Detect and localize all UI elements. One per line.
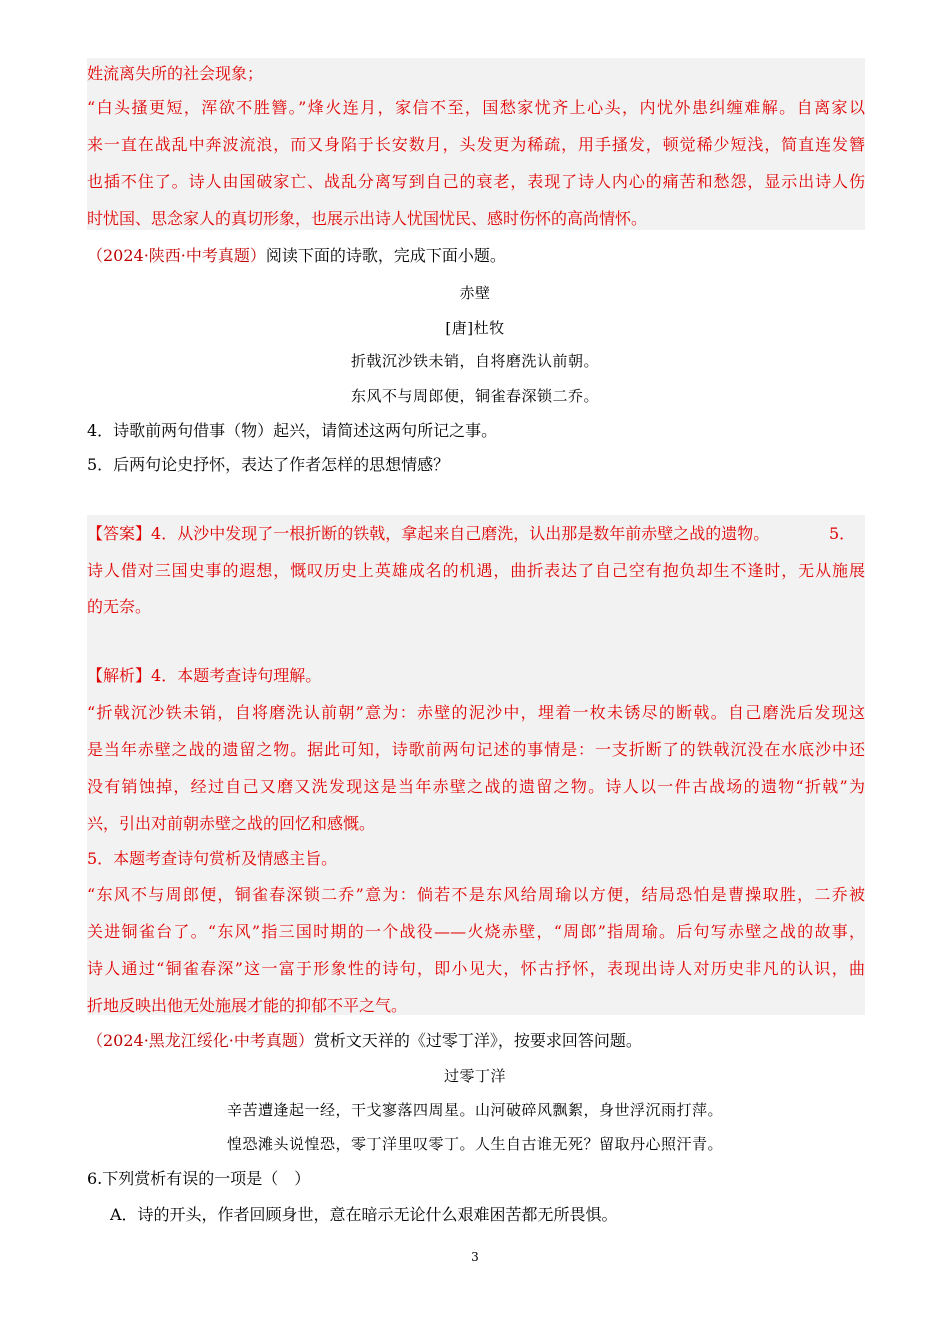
analysis-line: 是当年赤壁之战的遗留之物。据此可知，诗歌前两句记述的事情是：一支折断了的铁戟沉没在水底沙中还: [87, 740, 865, 759]
question-intro: [87, 1031, 865, 1051]
analysis-text: 4．本题考查诗句理解。: [151, 666, 322, 685]
analysis-line: [87, 666, 865, 686]
question-intro: [87, 246, 865, 266]
poem-title: 赤壁: [459, 284, 491, 302]
poem-author: [唐]杜牧: [445, 319, 505, 337]
answer-text: 4．从沙中发现了一根折断的铁戟，拿起来自己磨洗，认出那是数年前赤壁之战的遗物。: [151, 524, 770, 543]
analysis-line: “东风不与周郎便，铜雀春深锁二乔”意为：倘若不是东风给周瑜以方便，结局恐怕是曹操取胜，二乔被: [87, 885, 865, 904]
option-a: A．诗的开头，作者回顾身世，意在暗示无论什么艰难困苦都无所畏惧。: [110, 1205, 618, 1224]
answer-line: 来一直在战乱中奔波流浪，而又身陷于长安数月，头发更为稀疏，用手搔发，顿觉稀少短浅，简直连发簪: [87, 135, 865, 154]
source-tag: （2024·陕西·中考真题）: [87, 246, 266, 265]
answer-label: 【答案】: [87, 524, 152, 543]
poem-line: 折戟沉沙铁未销，自将磨洗认前朝。: [350, 352, 599, 370]
poem-line: 辛苦遭逢起一经，干戈寥落四周星。山河破碎风飘絮，身世浮沉雨打萍。: [226, 1101, 723, 1119]
analysis-line: 关进铜雀台了。“东风”指三国时期的一个战役——火烧赤壁，“周郎”指周瑜。后句写赤壁之战的故事，: [87, 922, 865, 941]
page-number: 3: [471, 1250, 479, 1264]
analysis-line: “折戟沉沙铁未销，自将磨洗认前朝”意为：赤壁的泥沙中，埋着一枚未锈尽的断戟。自己磨洗后发现这: [87, 703, 865, 722]
answer-line: 时忧国、思念家人的真切形象，也展示出诗人忧国忧民、感时伤怀的高尚情怀。: [87, 209, 648, 228]
answer-text-tail: 5．: [829, 524, 856, 543]
answer-line: 姓流离失所的社会现象；: [87, 64, 264, 83]
poem-line: 惶恐滩头说惶恐，零丁洋里叹零丁。人生自古谁无死？留取丹心照汗青。: [226, 1135, 723, 1153]
answer-line: 的无奈。: [87, 597, 152, 616]
question-5: 5．后两句论史抒怀，表达了作者怎样的思想情感？: [87, 455, 450, 474]
source-tag: （2024·黑龙江绥化·中考真题）: [87, 1031, 314, 1050]
poem-line: 东风不与周郎便，铜雀春深锁二乔。: [350, 387, 599, 405]
analysis-line: 折地反映出他无处施展才能的抑郁不平之气。: [87, 996, 408, 1015]
intro-text: 赏析文天祥的《过零丁洋》，按要求回答问题。: [313, 1031, 642, 1050]
answer-line: “白头搔更短，浑欲不胜簪。”烽火连月，家信不至，国愁家忧齐上心头，内忧外患纠缠难解。自离家以: [87, 98, 865, 117]
answer-line: [87, 524, 865, 544]
analysis-line: 兴，引出对前朝赤壁之战的回忆和感慨。: [87, 814, 376, 833]
answer-line: 诗人借对三国史事的遐想，慨叹历史上英雄成名的机遇，曲折表达了自己空有抱负却生不逢时，无从施展: [87, 561, 865, 580]
intro-text: 阅读下面的诗歌，完成下面小题。: [265, 246, 506, 265]
analysis-line: 没有销蚀掉，经过自己又磨又洗发现这是当年赤壁之战的遗留之物。诗人以一件古战场的遗物“折戟”为: [87, 777, 865, 796]
question-4: 4．诗歌前两句借事（物）起兴，请简述这两句所记之事。: [87, 421, 498, 440]
analysis-label: 【解析】: [87, 666, 152, 685]
analysis-line: 诗人通过“铜雀春深”这一富于形象性的诗句，即小见大，怀古抒怀，表现出诗人对历史非凡的认识，曲: [87, 959, 865, 978]
answer-line: 也插不住了。诗人由国破家亡、战乱分离写到自己的衰老，表现了诗人内心的痛苦和愁怨，显示出诗人伤: [87, 172, 865, 191]
question-6: 6.下列赏析有误的一项是（ ）: [87, 1169, 311, 1188]
poem-title: 过零丁洋: [443, 1067, 506, 1085]
analysis-line: 5．本题考查诗句赏析及情感主旨。: [87, 849, 338, 868]
